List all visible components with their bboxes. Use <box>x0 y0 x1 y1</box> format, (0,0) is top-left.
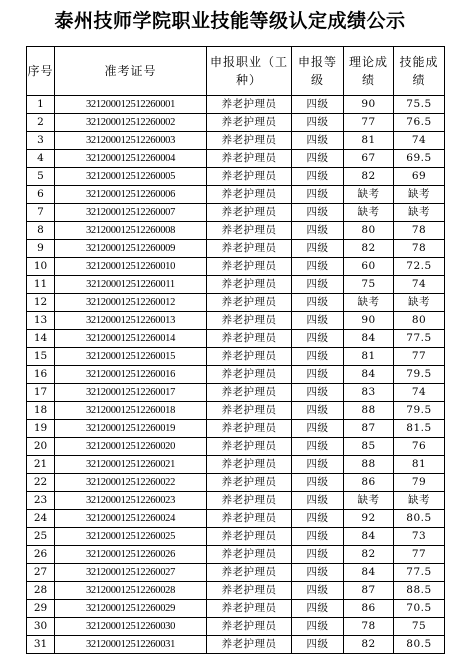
cell-job: 养老护理员 <box>207 294 292 312</box>
cell-exam-id: 321200012512260012 <box>55 294 207 312</box>
cell-skill-score: 80 <box>394 312 445 330</box>
cell-skill-score: 81 <box>394 456 445 474</box>
cell-skill-score: 缺考 <box>394 294 445 312</box>
cell-seq: 28 <box>27 582 55 600</box>
cell-exam-id: 321200012512260015 <box>55 348 207 366</box>
cell-level: 四级 <box>292 258 344 276</box>
cell-level: 四级 <box>292 582 344 600</box>
table-row <box>27 564 445 582</box>
cell-skill-score: 73 <box>394 528 445 546</box>
header-exam-id: 准考证号 <box>55 47 207 96</box>
header-level: 申报等级 <box>292 47 344 96</box>
cell-level: 四级 <box>292 384 344 402</box>
cell-job: 养老护理员 <box>207 150 292 168</box>
cell-level: 四级 <box>292 402 344 420</box>
cell-theory-score: 84 <box>344 564 394 582</box>
cell-theory-score: 87 <box>344 582 394 600</box>
header-seq: 序号 <box>27 47 55 96</box>
cell-job: 养老护理员 <box>207 402 292 420</box>
cell-job: 养老护理员 <box>207 546 292 564</box>
cell-skill-score: 79.5 <box>394 366 445 384</box>
cell-seq: 5 <box>27 168 55 186</box>
cell-job: 养老护理员 <box>207 600 292 618</box>
cell-job: 养老护理员 <box>207 204 292 222</box>
results-table <box>26 46 445 654</box>
cell-seq: 20 <box>27 438 55 456</box>
cell-job: 养老护理员 <box>207 456 292 474</box>
cell-job: 养老护理员 <box>207 348 292 366</box>
cell-skill-score: 88.5 <box>394 582 445 600</box>
cell-level: 四级 <box>292 240 344 258</box>
cell-job: 养老护理员 <box>207 492 292 510</box>
cell-skill-score: 70.5 <box>394 600 445 618</box>
cell-seq: 24 <box>27 510 55 528</box>
cell-theory-score: 78 <box>344 618 394 636</box>
header-row <box>27 47 445 96</box>
cell-theory-score: 84 <box>344 330 394 348</box>
cell-skill-score: 77 <box>394 546 445 564</box>
cell-seq: 10 <box>27 258 55 276</box>
cell-job: 养老护理员 <box>207 366 292 384</box>
cell-theory-score: 缺考 <box>344 186 394 204</box>
cell-job: 养老护理员 <box>207 168 292 186</box>
cell-theory-score: 84 <box>344 528 394 546</box>
table-row <box>27 438 445 456</box>
cell-job: 养老护理员 <box>207 186 292 204</box>
cell-exam-id: 321200012512260010 <box>55 258 207 276</box>
cell-exam-id: 321200012512260011 <box>55 276 207 294</box>
cell-job: 养老护理员 <box>207 438 292 456</box>
cell-job: 养老护理员 <box>207 564 292 582</box>
cell-theory-score: 82 <box>344 168 394 186</box>
cell-level: 四级 <box>292 618 344 636</box>
cell-exam-id: 321200012512260030 <box>55 618 207 636</box>
table-row <box>27 618 445 636</box>
cell-skill-score: 72.5 <box>394 258 445 276</box>
cell-seq: 30 <box>27 618 55 636</box>
cell-theory-score: 60 <box>344 258 394 276</box>
table-row <box>27 528 445 546</box>
cell-skill-score: 缺考 <box>394 204 445 222</box>
table-row <box>27 510 445 528</box>
cell-seq: 29 <box>27 600 55 618</box>
cell-theory-score: 86 <box>344 474 394 492</box>
cell-exam-id: 321200012512260003 <box>55 132 207 150</box>
header-theory-score: 理论成绩 <box>344 47 394 96</box>
table-row <box>27 420 445 438</box>
cell-job: 养老护理员 <box>207 420 292 438</box>
table-row <box>27 582 445 600</box>
table-row <box>27 492 445 510</box>
cell-skill-score: 77.5 <box>394 330 445 348</box>
table-row <box>27 474 445 492</box>
cell-seq: 4 <box>27 150 55 168</box>
cell-skill-score: 76 <box>394 438 445 456</box>
table-row <box>27 186 445 204</box>
cell-seq: 26 <box>27 546 55 564</box>
table-row <box>27 132 445 150</box>
cell-skill-score: 75 <box>394 618 445 636</box>
table-row <box>27 240 445 258</box>
cell-level: 四级 <box>292 150 344 168</box>
cell-job: 养老护理员 <box>207 114 292 132</box>
table-row <box>27 366 445 384</box>
cell-exam-id: 321200012512260004 <box>55 150 207 168</box>
cell-skill-score: 81.5 <box>394 420 445 438</box>
cell-skill-score: 69 <box>394 168 445 186</box>
cell-job: 养老护理员 <box>207 132 292 150</box>
cell-seq: 17 <box>27 384 55 402</box>
cell-seq: 21 <box>27 456 55 474</box>
cell-exam-id: 321200012512260008 <box>55 222 207 240</box>
cell-theory-score: 77 <box>344 114 394 132</box>
cell-skill-score: 缺考 <box>394 492 445 510</box>
table-row <box>27 456 445 474</box>
cell-theory-score: 88 <box>344 456 394 474</box>
cell-seq: 22 <box>27 474 55 492</box>
cell-job: 养老护理员 <box>207 258 292 276</box>
cell-theory-score: 81 <box>344 132 394 150</box>
cell-level: 四级 <box>292 312 344 330</box>
cell-job: 养老护理员 <box>207 636 292 654</box>
cell-seq: 9 <box>27 240 55 258</box>
cell-level: 四级 <box>292 528 344 546</box>
table-row <box>27 276 445 294</box>
cell-job: 养老护理员 <box>207 276 292 294</box>
cell-exam-id: 321200012512260019 <box>55 420 207 438</box>
cell-level: 四级 <box>292 168 344 186</box>
cell-exam-id: 321200012512260025 <box>55 528 207 546</box>
cell-level: 四级 <box>292 348 344 366</box>
cell-level: 四级 <box>292 510 344 528</box>
page-title: 泰州技师学院职业技能等级认定成绩公示 <box>54 10 406 32</box>
cell-exam-id: 321200012512260023 <box>55 492 207 510</box>
cell-theory-score: 81 <box>344 348 394 366</box>
cell-job: 养老护理员 <box>207 96 292 114</box>
table-row <box>27 330 445 348</box>
table-header <box>27 47 445 96</box>
cell-skill-score: 76.5 <box>394 114 445 132</box>
cell-job: 养老护理员 <box>207 528 292 546</box>
cell-seq: 27 <box>27 564 55 582</box>
cell-theory-score: 82 <box>344 636 394 654</box>
table-row <box>27 258 445 276</box>
cell-seq: 18 <box>27 402 55 420</box>
cell-exam-id: 321200012512260020 <box>55 438 207 456</box>
cell-exam-id: 321200012512260007 <box>55 204 207 222</box>
cell-level: 四级 <box>292 636 344 654</box>
cell-theory-score: 缺考 <box>344 492 394 510</box>
cell-seq: 16 <box>27 366 55 384</box>
cell-theory-score: 85 <box>344 438 394 456</box>
cell-theory-score: 90 <box>344 96 394 114</box>
cell-job: 养老护理员 <box>207 384 292 402</box>
cell-skill-score: 74 <box>394 384 445 402</box>
cell-seq: 25 <box>27 528 55 546</box>
cell-job: 养老护理员 <box>207 474 292 492</box>
header-job: 申报职业（工种） <box>207 47 292 96</box>
cell-level: 四级 <box>292 186 344 204</box>
cell-skill-score: 78 <box>394 222 445 240</box>
cell-job: 养老护理员 <box>207 222 292 240</box>
cell-theory-score: 缺考 <box>344 294 394 312</box>
cell-theory-score: 84 <box>344 366 394 384</box>
cell-seq: 19 <box>27 420 55 438</box>
cell-theory-score: 缺考 <box>344 204 394 222</box>
cell-level: 四级 <box>292 114 344 132</box>
cell-exam-id: 321200012512260001 <box>55 96 207 114</box>
table-row <box>27 402 445 420</box>
cell-exam-id: 321200012512260006 <box>55 186 207 204</box>
table-row <box>27 294 445 312</box>
cell-theory-score: 87 <box>344 420 394 438</box>
cell-seq: 31 <box>27 636 55 654</box>
cell-theory-score: 92 <box>344 510 394 528</box>
cell-skill-score: 缺考 <box>394 186 445 204</box>
cell-skill-score: 74 <box>394 276 445 294</box>
cell-seq: 7 <box>27 204 55 222</box>
cell-level: 四级 <box>292 564 344 582</box>
cell-level: 四级 <box>292 366 344 384</box>
table-row <box>27 636 445 654</box>
table-row <box>27 114 445 132</box>
cell-level: 四级 <box>292 330 344 348</box>
cell-exam-id: 321200012512260014 <box>55 330 207 348</box>
cell-exam-id: 321200012512260022 <box>55 474 207 492</box>
cell-level: 四级 <box>292 600 344 618</box>
cell-level: 四级 <box>292 438 344 456</box>
table-row <box>27 312 445 330</box>
cell-seq: 6 <box>27 186 55 204</box>
cell-theory-score: 67 <box>344 150 394 168</box>
cell-exam-id: 321200012512260013 <box>55 312 207 330</box>
cell-seq: 23 <box>27 492 55 510</box>
table-row <box>27 96 445 114</box>
header-skill-score: 技能成绩 <box>394 47 445 96</box>
cell-skill-score: 75.5 <box>394 96 445 114</box>
cell-skill-score: 80.5 <box>394 510 445 528</box>
table-row <box>27 600 445 618</box>
table-row <box>27 150 445 168</box>
cell-exam-id: 321200012512260016 <box>55 366 207 384</box>
cell-seq: 8 <box>27 222 55 240</box>
cell-skill-score: 77 <box>394 348 445 366</box>
cell-exam-id: 321200012512260002 <box>55 114 207 132</box>
cell-level: 四级 <box>292 96 344 114</box>
cell-job: 养老护理员 <box>207 582 292 600</box>
cell-skill-score: 79 <box>394 474 445 492</box>
cell-exam-id: 321200012512260026 <box>55 546 207 564</box>
cell-job: 养老护理员 <box>207 618 292 636</box>
cell-seq: 15 <box>27 348 55 366</box>
cell-skill-score: 80.5 <box>394 636 445 654</box>
cell-level: 四级 <box>292 204 344 222</box>
table-row <box>27 204 445 222</box>
cell-theory-score: 80 <box>344 222 394 240</box>
cell-theory-score: 75 <box>344 276 394 294</box>
cell-theory-score: 90 <box>344 312 394 330</box>
cell-job: 养老护理员 <box>207 312 292 330</box>
cell-job: 养老护理员 <box>207 240 292 258</box>
cell-level: 四级 <box>292 132 344 150</box>
cell-theory-score: 82 <box>344 240 394 258</box>
cell-seq: 13 <box>27 312 55 330</box>
cell-seq: 14 <box>27 330 55 348</box>
cell-seq: 3 <box>27 132 55 150</box>
cell-exam-id: 321200012512260018 <box>55 402 207 420</box>
cell-seq: 1 <box>27 96 55 114</box>
cell-skill-score: 77.5 <box>394 564 445 582</box>
cell-theory-score: 82 <box>344 546 394 564</box>
cell-exam-id: 321200012512260031 <box>55 636 207 654</box>
cell-level: 四级 <box>292 222 344 240</box>
cell-seq: 2 <box>27 114 55 132</box>
cell-seq: 12 <box>27 294 55 312</box>
cell-exam-id: 321200012512260027 <box>55 564 207 582</box>
cell-skill-score: 69.5 <box>394 150 445 168</box>
cell-skill-score: 78 <box>394 240 445 258</box>
cell-exam-id: 321200012512260029 <box>55 600 207 618</box>
cell-theory-score: 86 <box>344 600 394 618</box>
cell-skill-score: 74 <box>394 132 445 150</box>
cell-exam-id: 321200012512260009 <box>55 240 207 258</box>
cell-theory-score: 88 <box>344 402 394 420</box>
cell-theory-score: 83 <box>344 384 394 402</box>
cell-level: 四级 <box>292 492 344 510</box>
cell-exam-id: 321200012512260028 <box>55 582 207 600</box>
table-row <box>27 384 445 402</box>
cell-exam-id: 321200012512260021 <box>55 456 207 474</box>
table-row <box>27 168 445 186</box>
cell-exam-id: 321200012512260005 <box>55 168 207 186</box>
cell-exam-id: 321200012512260017 <box>55 384 207 402</box>
cell-seq: 11 <box>27 276 55 294</box>
table-body <box>27 96 445 654</box>
cell-exam-id: 321200012512260024 <box>55 510 207 528</box>
cell-level: 四级 <box>292 546 344 564</box>
cell-job: 养老护理员 <box>207 510 292 528</box>
cell-skill-score: 79.5 <box>394 402 445 420</box>
cell-level: 四级 <box>292 474 344 492</box>
cell-job: 养老护理员 <box>207 330 292 348</box>
cell-level: 四级 <box>292 276 344 294</box>
table-row <box>27 222 445 240</box>
cell-level: 四级 <box>292 456 344 474</box>
cell-level: 四级 <box>292 420 344 438</box>
cell-level: 四级 <box>292 294 344 312</box>
table-row <box>27 546 445 564</box>
table-row <box>27 348 445 366</box>
